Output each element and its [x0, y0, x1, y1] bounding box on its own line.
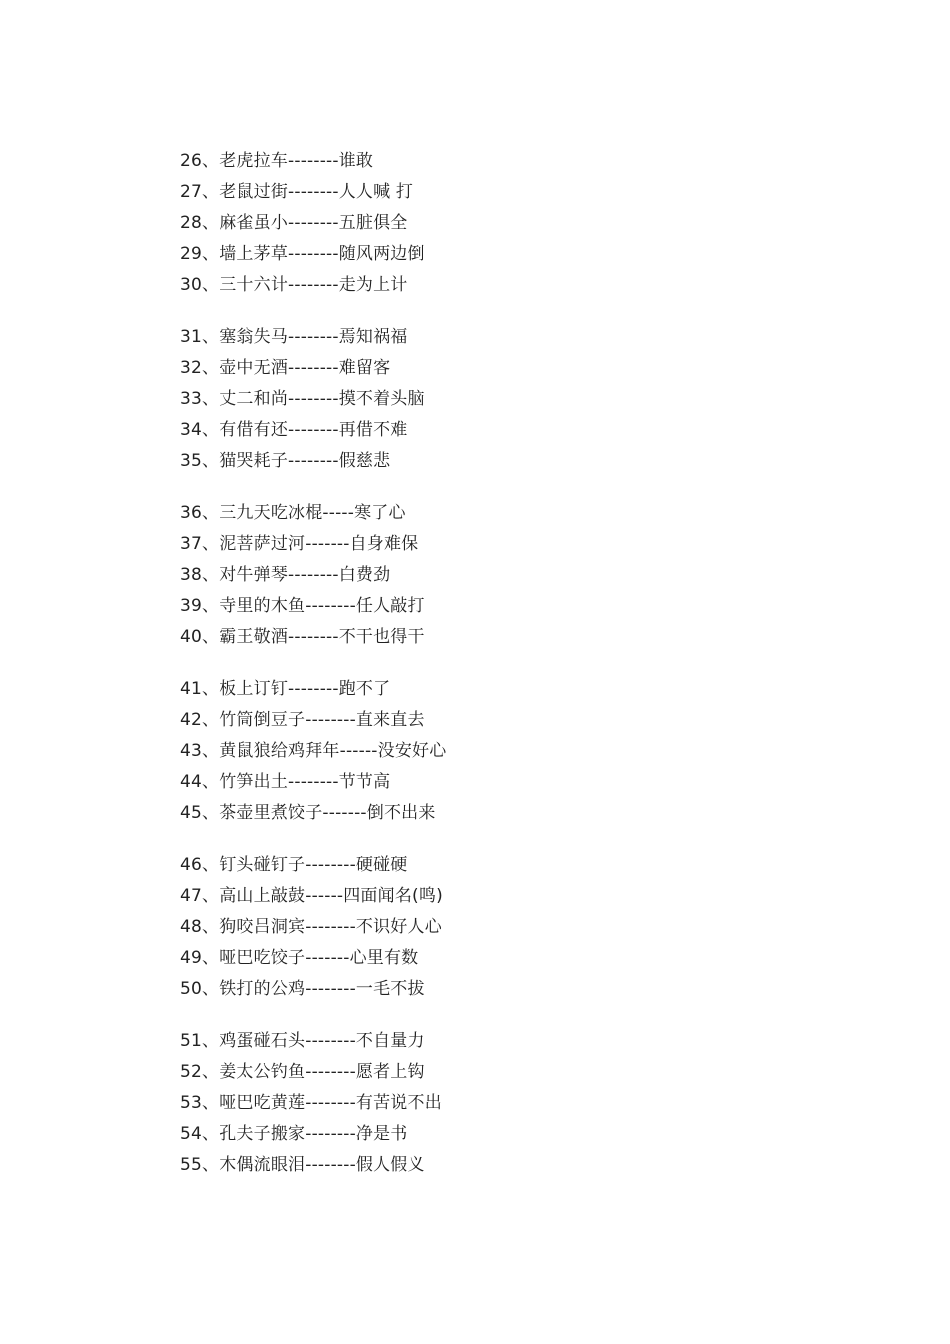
list-item: 31、塞翁失马--------焉知祸福	[180, 327, 408, 347]
list-group	[180, 674, 880, 829]
list-item: 35、猫哭耗子--------假慈悲	[180, 451, 391, 471]
list-item: 32、壶中无酒--------难留客	[180, 358, 391, 378]
list-item: 53、哑巴吃黄莲--------有苦说不出	[180, 1093, 442, 1113]
list-item: 39、寺里的木鱼--------任人敲打	[180, 596, 425, 616]
list-item: 46、钉头碰钉子--------硬碰硬	[180, 855, 408, 875]
list-item: 34、有借有还--------再借不难	[180, 420, 408, 440]
list-item: 47、高山上敲鼓------四面闻名(鸣)	[180, 886, 443, 906]
list-group	[180, 322, 880, 477]
idiom-list	[180, 146, 880, 1202]
list-item: 36、三九天吃冰棍-----寒了心	[180, 503, 406, 523]
list-item: 52、姜太公钓鱼--------愿者上钩	[180, 1062, 425, 1082]
list-item: 30、三十六计--------走为上计	[180, 275, 408, 295]
list-item: 26、老虎拉车--------谁敢	[180, 151, 374, 171]
list-item: 29、墙上茅草--------随风两边倒	[180, 244, 425, 264]
list-item: 40、霸王敬酒--------不干也得干	[180, 627, 425, 647]
list-item: 44、竹笋出土--------节节高	[180, 772, 391, 792]
list-item: 45、茶壶里煮饺子-------倒不出来	[180, 803, 436, 823]
list-item: 55、木偶流眼泪--------假人假义	[180, 1155, 425, 1175]
list-item: 49、哑巴吃饺子-------心里有数	[180, 948, 419, 968]
list-group	[180, 146, 880, 301]
list-group	[180, 850, 880, 1005]
list-group	[180, 498, 880, 653]
list-item: 54、孔夫子搬家--------净是书	[180, 1124, 408, 1144]
list-item: 43、黄鼠狼给鸡拜年------没安好心	[180, 741, 447, 761]
list-item: 48、狗咬吕洞宾--------不识好人心	[180, 917, 442, 937]
list-item: 51、鸡蛋碰石头--------不自量力	[180, 1031, 425, 1051]
list-item: 50、铁打的公鸡--------一毛不拔	[180, 979, 425, 999]
list-item: 27、老鼠过街--------人人喊 打	[180, 182, 414, 202]
list-item: 38、对牛弹琴--------白费劲	[180, 565, 391, 585]
list-group	[180, 1026, 880, 1181]
list-item: 41、板上订钉--------跑不了	[180, 679, 391, 699]
list-item: 42、竹筒倒豆子--------直来直去	[180, 710, 425, 730]
list-item: 37、泥菩萨过河-------自身难保	[180, 534, 419, 554]
list-item: 33、丈二和尚--------摸不着头脑	[180, 389, 425, 409]
list-item: 28、麻雀虽小--------五脏俱全	[180, 213, 408, 233]
